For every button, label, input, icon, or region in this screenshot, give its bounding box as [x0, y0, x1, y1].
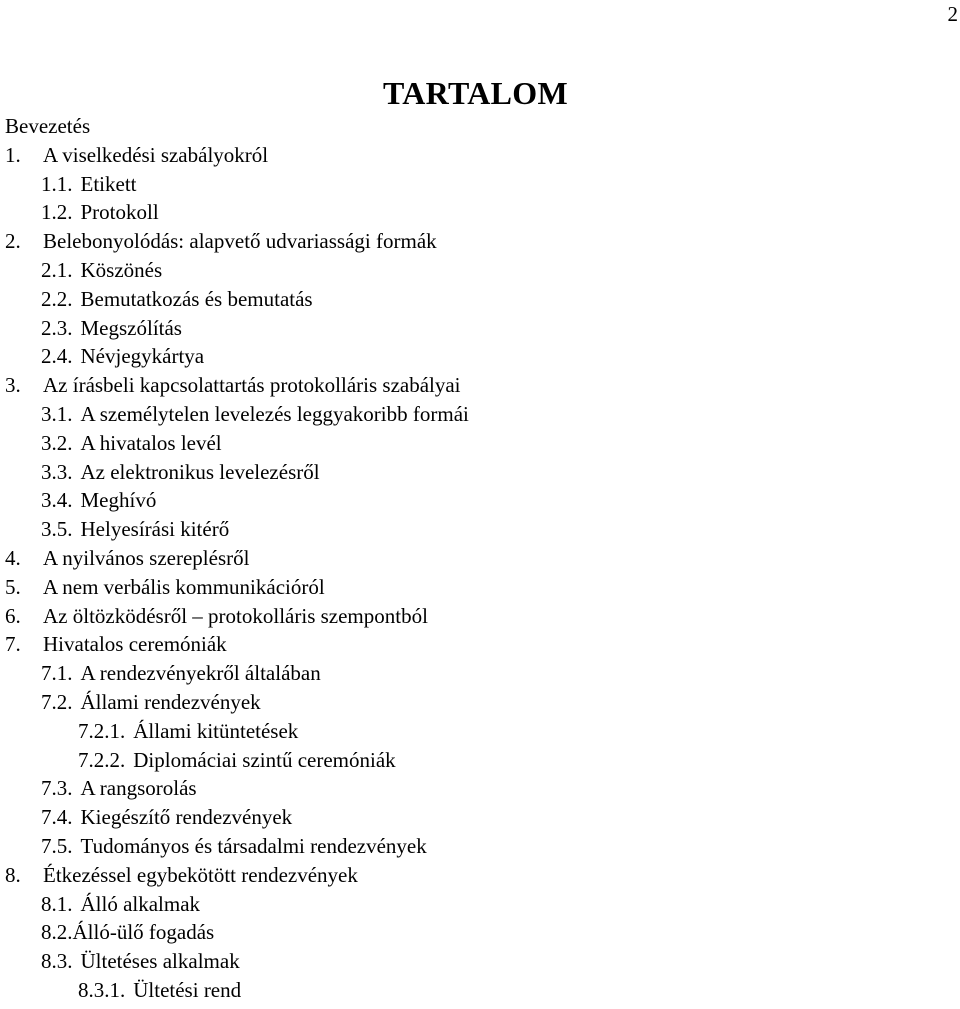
toc-entry	[5, 659, 469, 688]
toc-entry-text: Álló-ülő fogadás	[72, 920, 215, 945]
toc-entry-text: Tudományos és társadalmi rendezvények	[80, 833, 427, 858]
toc-entry	[5, 515, 469, 544]
toc-entry	[5, 256, 469, 285]
toc-entry	[5, 198, 469, 227]
toc-entry-text: A rendezvényekről általában	[80, 661, 321, 686]
toc-entry-number: 2.3.	[41, 315, 73, 340]
toc-entry-number: 1.2.	[41, 200, 73, 225]
toc-entry-text: Protokoll	[80, 200, 159, 225]
toc-entry-text: Az elektronikus levelezésről	[80, 459, 320, 484]
toc-entry	[5, 458, 469, 487]
toc-entry-number: 2.2.	[41, 286, 73, 311]
toc-entry-number: 3.2.	[41, 430, 73, 455]
toc-entry-number: 6.	[5, 603, 21, 628]
toc-entry-number: 1.	[5, 142, 21, 167]
toc-entry	[5, 314, 469, 343]
toc-entry	[5, 947, 469, 976]
toc-entry-text: A hivatalos levél	[80, 430, 222, 455]
toc-entry	[5, 746, 469, 775]
toc-entry	[5, 688, 469, 717]
toc-entry-number: 7.4.	[41, 805, 73, 830]
toc-entry	[5, 717, 469, 746]
toc-entry-number: 2.1.	[41, 257, 73, 282]
toc-entry-text: Köszönés	[80, 257, 163, 282]
toc-entry	[5, 112, 469, 141]
toc-entry-text: Hivatalos ceremóniák	[43, 632, 227, 657]
toc-entry	[5, 285, 469, 314]
toc-entry-number: 7.2.	[41, 689, 73, 714]
toc-entry-number: 7.1.	[41, 661, 73, 686]
toc-entry-number: 4.	[5, 545, 21, 570]
toc-entry-text: Álló alkalmak	[80, 891, 201, 916]
toc-entry	[5, 400, 469, 429]
toc-entry-text: A rangsorolás	[80, 776, 197, 801]
toc-entry	[5, 832, 469, 861]
toc-entry-text: A nyilvános szereplésről	[43, 545, 250, 570]
toc-entry	[5, 227, 469, 256]
toc-entry-number: 3.1.	[41, 401, 73, 426]
toc-entry-number: 1.1.	[41, 171, 73, 196]
toc-entry	[5, 918, 469, 947]
toc-entry	[5, 371, 469, 400]
toc-entry-number: 7.2.1.	[78, 718, 126, 743]
toc-entry-number: 3.4.	[41, 488, 73, 513]
toc-entry-number: 7.5.	[41, 833, 73, 858]
toc-entry-text: Megszólítás	[80, 315, 182, 340]
toc-entry-number: 2.	[5, 229, 21, 254]
toc-entry-number: 3.3.	[41, 459, 73, 484]
toc-entry-number: 8.1.	[41, 891, 73, 916]
toc-entry	[5, 976, 469, 1005]
toc-entry-number: 8.3.1.	[78, 977, 126, 1002]
toc-entry	[5, 342, 469, 371]
toc-entry	[5, 602, 469, 631]
page-number: 2	[947, 2, 958, 26]
toc-entry-text: Helyesírási kitérő	[80, 517, 230, 542]
toc-entry-text: Állami kitüntetések	[133, 718, 299, 743]
toc-entry-number: 5.	[5, 574, 21, 599]
toc-entry-number: 7.3.	[41, 776, 73, 801]
toc-entry-text: A nem verbális kommunikációról	[43, 574, 325, 599]
toc-entry-text: A viselkedési szabályokról	[43, 142, 269, 167]
toc-entry-number: 7.2.2.	[78, 747, 126, 772]
toc-entry-number: 3.	[5, 373, 21, 398]
toc-entry-number: 3.5.	[41, 517, 73, 542]
toc-entry	[5, 170, 469, 199]
page-title: TARTALOM	[383, 75, 568, 111]
toc-entry-text: Bemutatkozás és bemutatás	[80, 286, 313, 311]
toc-entry	[5, 573, 469, 602]
toc-entry-number: 8.3.	[41, 949, 73, 974]
toc-entry	[5, 890, 469, 919]
toc-entry-text: Diplomáciai szintű ceremóniák	[133, 747, 396, 772]
toc-entry	[5, 486, 469, 515]
toc-entry	[5, 141, 469, 170]
toc-entry-text: Étkezéssel egybekötött rendezvények	[43, 862, 358, 887]
toc-entry-text: Belebonyolódás: alapvető udvariassági formák	[43, 229, 437, 254]
toc-entry	[5, 429, 469, 458]
toc-entry	[5, 774, 469, 803]
toc-entry-number: 8.2.	[41, 920, 73, 945]
toc-entry-text: A személytelen levelezés leggyakoribb formái	[80, 401, 469, 426]
toc-entry-number: 2.4.	[41, 344, 73, 369]
toc-entry-text: Meghívó	[80, 488, 157, 513]
toc-entry-text: Bevezetés	[5, 114, 91, 138]
toc-entry-text: Az írásbeli kapcsolattartás protokolláris szabályai	[43, 373, 461, 398]
toc-entry-text: Ültetési rend	[133, 977, 242, 1002]
toc-entry-number: 8.	[5, 862, 21, 887]
toc-entry-number: 7.	[5, 632, 21, 657]
toc-entry-text: Névjegykártya	[80, 344, 205, 369]
table-of-contents	[5, 112, 469, 1005]
toc-entry	[5, 630, 469, 659]
toc-entry	[5, 803, 469, 832]
toc-entry-text: Állami rendezvények	[80, 689, 261, 714]
toc-entry-text: Az öltözködésről – protokolláris szempontból	[43, 603, 428, 628]
toc-entry	[5, 861, 469, 890]
toc-entry	[5, 544, 469, 573]
toc-entry-text: Etikett	[80, 171, 137, 196]
toc-entry-text: Ültetéses alkalmak	[80, 949, 240, 974]
toc-entry-text: Kiegészítő rendezvények	[80, 805, 293, 830]
